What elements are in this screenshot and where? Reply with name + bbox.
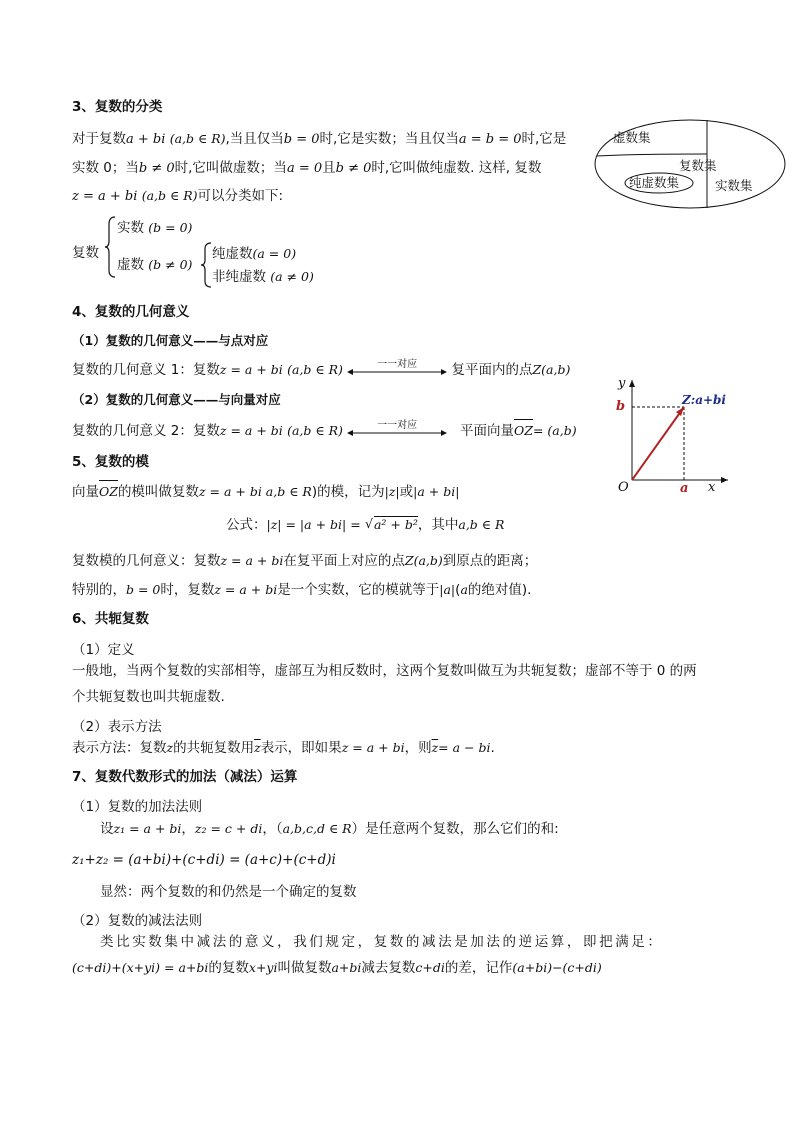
double-arrow-1: 一一对应 [347,360,447,380]
venn-diagram [593,118,788,210]
class-pure: 纯虚数(a = 0) [212,246,297,262]
s7-sub-line1: 类比实数集中减法的意义，我们规定，复数的减法是加法的逆运算，即把满足： [100,934,664,950]
section-7-title: 7、复数代数形式的加法（减法）运算 [72,769,298,785]
s7-sub1: （1）复数的加法法则 [72,799,203,815]
s4-geo2: 复数的几何意义 2：复数z = a + bi (a,b ∈ R) 一一对应 平面向量OZ= (a,b) [72,420,577,439]
venn-complex: 复数集 [679,158,717,173]
double-arrow-2: 一一对应 [347,421,447,441]
complex-plane-graph [608,374,738,499]
s3-line2: 实数 0；当b ≠ 0时,它叫做虚数；当a = 0且b ≠ 0时,它叫做纯虚数. 这样, 复数 [72,160,542,176]
graph-b-label: b [616,399,626,414]
class-real: 实数 (b = 0) [117,220,193,236]
s7-sub2: （2）复数的减法法则 [72,913,203,929]
s7-add-formula: z₁+z₂ = (a+bi)+(c+di) = (a+c)+(c+d)i [72,852,336,868]
s6-def-line1: 一般地，当两个复数的实部相等，虚部互为相反数时，这两个复数叫做互为共轭复数；虚部不等于 0 的两 [72,663,697,679]
section-5-title: 5、复数的模 [72,454,149,470]
s6-sub2: （2）表示方法 [72,719,162,735]
s6-def-line2: 个共轭复数也叫共轭虚数. [72,689,225,705]
venn-imag: 虚数集 [613,130,651,145]
s6-repr: 表示方法：复数z的共轭复数用$\overline{z}$表示，即如果z = a + bi，则$\overline{z}= a$ − bi. [72,740,495,756]
s4-sub1: （1）复数的几何意义——与点对应 [72,333,269,348]
graph-x-label: x [708,480,716,495]
section-3-title: 3、复数的分类 [72,99,163,115]
sqrt-expression: √ a² + b² [364,516,418,532]
class-imag: 虚数 (b ≠ 0) [117,257,193,273]
s7-sub-line2: (c+di)+(x+yi) = a+bi的复数x+yi叫做复数a+bi减去复数c+di的差，记作(a+bi)−(c+di) [72,960,602,976]
section-6-title: 6、共轭复数 [72,611,149,627]
s4-geo1: 复数的几何意义 1：复数z = a + bi (a,b ∈ R) 一一对应 复平面内的点Z(a,b) [72,359,571,378]
s5-geo: 复数模的几何意义：复数z = a + bi在复平面上对应的点Z(a,b)到原点的距离； [72,553,538,569]
s3-line1: 对于复数a + bi (a,b ∈ R),当且仅当b = 0时,它是实数；当且仅当a = b = 0时,它是 [72,131,567,147]
graph-y-label: y [618,376,626,391]
section-4-title: 4、复数的几何意义 [72,304,190,320]
class-root: 复数 [72,245,99,261]
graph-z-label: Z:a+bi [682,393,726,407]
s5-line1: 向量OZ的模叫做复数z = a + bi a,b ∈ R)的模，记为|z|或|a + bi| [72,484,460,500]
class-nonpure: 非纯虚数 (a ≠ 0) [212,269,314,285]
graph-a-label: a [680,481,689,496]
graph-origin-label: O [618,480,629,495]
brace-1 [104,216,116,278]
s3-line3: z = a + bi (a,b ∈ R)可以分类如下: [72,188,284,204]
s5-special: 特别的，b = 0时，复数z = a + bi是一个实数，它的模就等于|a|(a的绝对值). [72,582,532,598]
s7-add-note: 显然：两个复数的和仍然是一个确定的复数 [100,884,357,900]
s5-formula: 公式：|z| = |a + bi| = √ a² + b²，其中a,b ∈ R [226,516,505,533]
s7-add-line1: 设z₁ = a + bi，z₂ = c + di，（a,b,c,d ∈ R）是任意两个复数，那么它们的和: [100,821,559,837]
venn-real: 实数集 [715,178,753,193]
venn-pure: 纯虚数集 [629,175,680,190]
s6-sub1: （1）定义 [72,642,135,658]
brace-2 [200,242,212,288]
s4-sub2: （2）复数的几何意义——与向量对应 [72,392,281,407]
